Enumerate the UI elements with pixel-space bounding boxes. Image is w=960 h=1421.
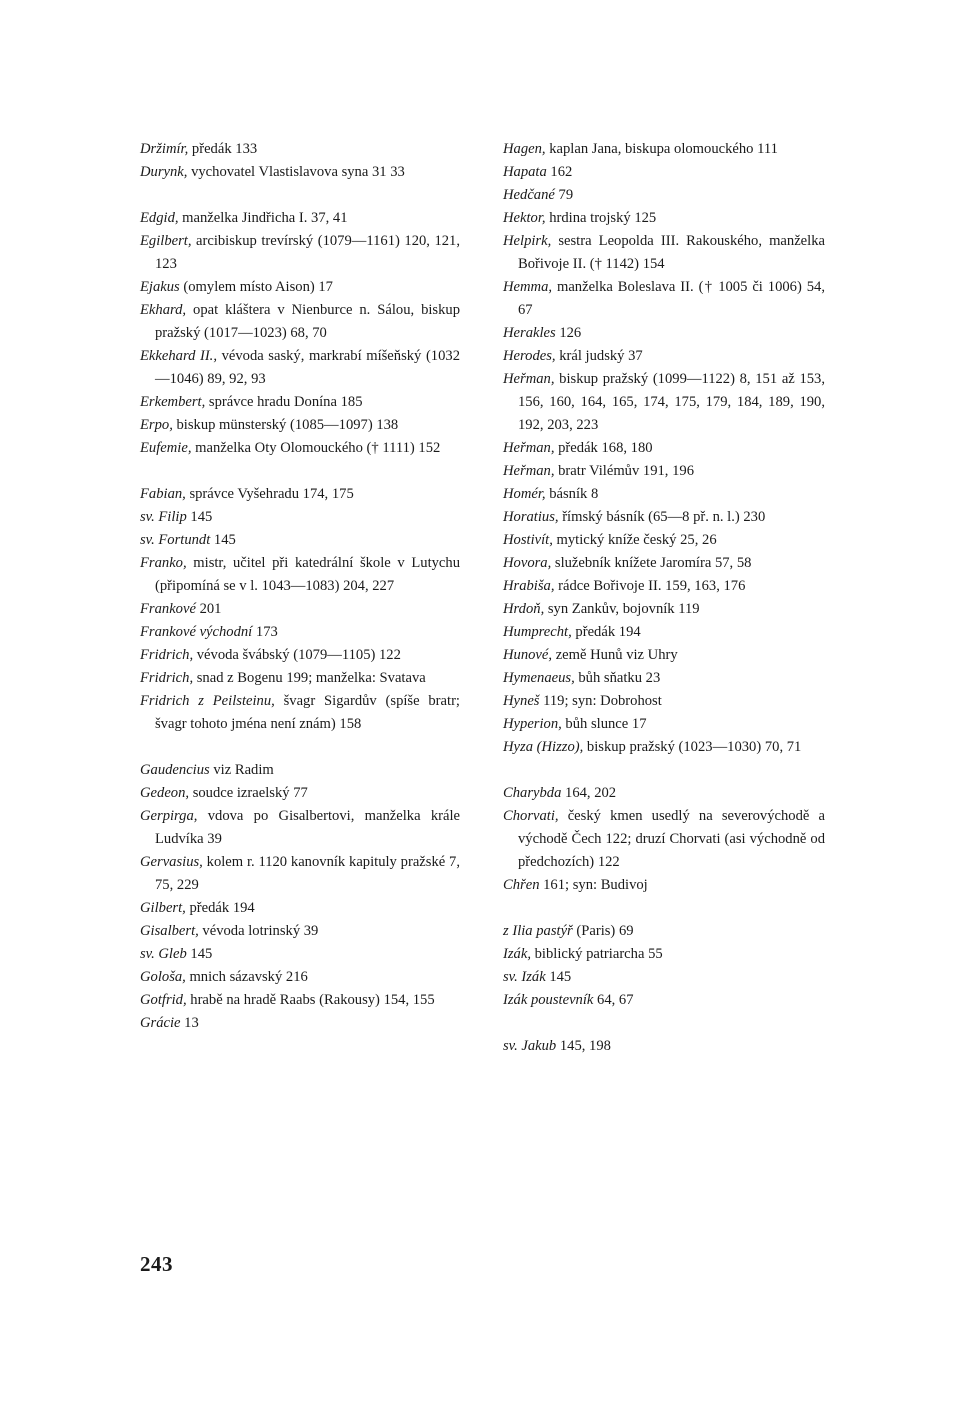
entry-headword: Gilbert, [140,900,186,916]
index-entry [503,920,825,943]
entry-headword: Heřman, [503,440,555,456]
entry-text: vévoda saský, markrabí míšeňský (1032—1046) 89, 92, 93 [155,348,460,387]
entry-text: 126 [555,325,582,341]
entry-text: mytický kníže český 25, 26 [552,532,717,548]
index-entry [503,966,825,989]
index-entry [140,230,460,276]
entry-headword: Hovora, [503,555,552,571]
entry-text: 79 [554,187,574,203]
index-entry [503,345,825,368]
entry-headword: Hyperion, [503,716,562,732]
entry-headword: Frankové východní [140,624,253,640]
entry-text: snad z Bogenu 199; manželka: Svatava [193,670,426,686]
entry-headword: Fridrich, [140,670,194,686]
index-entry [503,207,825,230]
entry-headword: Hektor, [503,210,546,226]
entry-text: arcibiskup trevírský (1079—1161) 120, 121, 123 [155,233,460,272]
entry-headword: Hrabiša, [503,578,555,594]
entry-text: předák 194 [185,900,255,916]
entry-headword: Ekhard, [140,302,187,318]
entry-headword: Gološa, [140,969,186,985]
entry-text: 145 [545,969,572,985]
entry-text: země Hunů viz Uhry [552,647,678,663]
index-entry [140,851,460,897]
entry-headword: Gisalbert, [140,923,199,939]
entry-headword: Gedeon, [140,785,190,801]
entry-headword: Egilbert, [140,233,192,249]
index-entry [140,391,460,414]
index-entry [140,414,460,437]
entry-text: 13 [180,1015,199,1031]
entry-text: vychovatel Vlastislavova syna 31 33 [187,164,405,180]
index-entry [503,230,825,276]
entry-headword: Helpirk, [503,233,552,249]
entry-text: manželka Boleslava II. († 1005 či 1006) 54, 67 [518,279,825,318]
entry-text: biblický patriarcha 55 [530,946,663,962]
index-entry [503,575,825,598]
entry-text: předák 133 [188,141,258,157]
entry-text: opat kláštera v Nienburce n. Sálou, biskup pražský (1017—1023) 68, 70 [155,302,460,341]
index-entry [503,529,825,552]
entry-headword: Fridrich, [140,647,194,663]
index-column-left [140,138,460,1035]
index-entry [503,276,825,322]
section-gap [140,184,460,207]
entry-headword: Hrdoň, [503,601,545,617]
entry-headword: Izák, [503,946,531,962]
entry-headword: Heřman, [503,463,555,479]
entry-headword: Gerpirga, [140,808,198,824]
entry-headword: Hyneš [503,693,540,709]
index-entry [140,483,460,506]
index-entry [140,667,460,690]
entry-headword: Gotfrid, [140,992,187,1008]
entry-headword: Fridrich z Peilsteinu, [140,693,275,709]
entry-headword: Erkembert, [140,394,206,410]
index-entry [140,690,460,736]
entry-headword: Humprecht, [503,624,572,640]
entry-headword: Ekkehard II., [140,348,217,364]
entry-text: biskup pražský (1099—1122) 8, 151 až 153, 156, 160, 164, 165, 174, 175, 179, 184, 189, 190, 192, 203, 223 [518,371,825,433]
entry-headword: Frankové [140,601,196,617]
entry-headword: sv. Fortundt [140,532,211,548]
entry-text: sestra Leopolda III. Rakouského, manželka Bořivoje II. († 1142) 154 [518,233,825,272]
entry-text: bůh slunce 17 [561,716,647,732]
entry-text: římský básník (65—8 př. n. l.) 230 [558,509,766,525]
section-gap [503,1012,825,1035]
index-entry [503,874,825,897]
entry-text: mistr, učitel při katedrální škole v Lutychu (připomíná se v l. 1043—1083) 204, 227 [155,555,460,594]
entry-text: rádce Bořivoje II. 159, 163, 176 [554,578,746,594]
entry-headword: Hemma, [503,279,553,295]
entry-text: služebník knížete Jaromíra 57, 58 [551,555,752,571]
entry-text: 145 [210,532,236,548]
entry-text: básník 8 [545,486,599,502]
entry-headword: Hapata [503,164,547,180]
index-entry [503,690,825,713]
index-entry [140,207,460,230]
entry-text: bůh sňatku 23 [574,670,661,686]
entry-headword: Horatius, [503,509,559,525]
entry-text: hrabě na hradě Raabs (Rakousy) 154, 155 [186,992,435,1008]
index-entry [140,345,460,391]
index-entry [140,598,460,621]
index-entry [503,598,825,621]
index-entry [503,1035,825,1058]
index-entry [503,805,825,874]
index-entry [503,782,825,805]
entry-headword: Hunové, [503,647,553,663]
entry-text: syn Zankův, bojovník 119 [544,601,700,617]
entry-headword: Erpo, [140,417,173,433]
entry-headword: Edgid, [140,210,179,226]
section-gap [140,460,460,483]
entry-headword: sv. Izák [503,969,546,985]
entry-headword: Držimír, [140,141,189,157]
index-entry [140,943,460,966]
entry-headword: Homér, [503,486,546,502]
entry-text: soudce izraelský 77 [189,785,308,801]
section-gap [503,759,825,782]
entry-headword: Heřman, [503,371,555,387]
index-entry [503,322,825,345]
entry-text: 64, 67 [593,992,634,1008]
index-entry [503,736,825,759]
entry-text: manželka Oty Olomouckého († 1111) 152 [191,440,441,456]
section-gap [503,897,825,920]
entry-headword: sv. Filip [140,509,187,525]
index-entry [503,667,825,690]
entry-headword: Hedčané [503,187,555,203]
entry-text: správce hradu Donína 185 [205,394,363,410]
entry-headword: Herakles [503,325,556,341]
entry-text: manželka Jindřicha I. 37, 41 [178,210,348,226]
index-entry [140,506,460,529]
entry-headword: Izák poustevník [503,992,594,1008]
entry-headword: Hymenaeus, [503,670,575,686]
index-entry [140,782,460,805]
index-entry [140,966,460,989]
entry-headword: Chorvati, [503,808,559,824]
index-entry [503,184,825,207]
index-entry [503,644,825,667]
entry-text: biskup pražský (1023—1030) 70, 71 [583,739,802,755]
entry-text: mnich sázavský 216 [185,969,308,985]
entry-text: hrdina trojský 125 [545,210,657,226]
entry-headword: Gervasius, [140,854,203,870]
page-number: 243 [140,1252,173,1276]
entry-headword: z Ilia pastýř [503,923,573,939]
entry-headword: Hostivít, [503,532,553,548]
index-entry [503,943,825,966]
entry-text: vévoda lotrinský 39 [198,923,319,939]
index-entry [503,621,825,644]
index-entry [503,138,825,161]
entry-headword: Ejakus [140,279,180,295]
index-entry [140,920,460,943]
index-entry [140,759,460,782]
entry-text: kolem r. 1120 kanovník kapituly pražské 7, 75, 229 [155,854,460,893]
entry-text: 161; syn: Budivoj [539,877,648,893]
entry-text: král judský 37 [555,348,643,364]
index-entry [140,299,460,345]
index-entry [140,989,460,1012]
entry-headword: Grácie [140,1015,181,1031]
entry-headword: Gaudencius [140,762,210,778]
entry-text: 119; syn: Dobrohost [539,693,662,709]
entry-text: 145, 198 [556,1038,611,1054]
entry-headword: Charybda [503,785,562,801]
index-column-right [503,138,825,1058]
entry-headword: Franko, [140,555,187,571]
entry-text: předák 194 [571,624,641,640]
entry-headword: Hagen, [503,141,546,157]
index-entry [140,138,460,161]
entry-headword: Durynk, [140,164,188,180]
index-entry [140,161,460,184]
index-entry [140,897,460,920]
index-entry [503,713,825,736]
index-entry [140,644,460,667]
index-entry [503,506,825,529]
entry-text: 201 [195,601,222,617]
entry-text: správce Vyšehradu 174, 175 [185,486,354,502]
entry-headword: Fabian, [140,486,186,502]
entry-headword: Eufemie, [140,440,192,456]
entry-text: 145 [186,509,213,525]
entry-headword: Herodes, [503,348,556,364]
entry-text: 164, 202 [561,785,617,801]
index-entry [503,368,825,437]
entry-headword: sv. Gleb [140,946,187,962]
index-entry [503,552,825,575]
index-entry [140,552,460,598]
entry-text: vdova po Gisalbertovi, manželka krále Ludvíka 39 [155,808,460,847]
index-entry [140,437,460,460]
index-entry [140,621,460,644]
entry-headword: sv. Jakub [503,1038,557,1054]
entry-headword: Hyza (Hizzo), [503,739,584,755]
index-entry [503,437,825,460]
index-entry [140,1012,460,1035]
entry-headword: Chřen [503,877,540,893]
entry-text: kaplan Jana, biskupa olomouckého 111 [545,141,778,157]
entry-text: bratr Vilémův 191, 196 [554,463,694,479]
entry-text: švagr Sigardův (spíše bratr; švagr tohoto jména není znám) 158 [155,693,460,732]
entry-text: vévoda švábský (1079—1105) 122 [193,647,401,663]
entry-text: viz Radim [209,762,274,778]
entry-text: (Paris) 69 [572,923,634,939]
entry-text: biskup münsterský (1085—1097) 138 [172,417,399,433]
entry-text: český kmen usedlý na severovýchodě a východě Čech 122; druzí Chorvati (asi východně od předchozích) 122 [518,808,825,870]
index-entry [503,460,825,483]
entry-text: 145 [186,946,213,962]
index-entry [503,483,825,506]
entry-text: předák 168, 180 [554,440,653,456]
section-gap [140,736,460,759]
index-entry [140,529,460,552]
index-entry [503,161,825,184]
entry-text: (omylem místo Aison) 17 [179,279,333,295]
entry-text: 162 [546,164,573,180]
index-entry [140,276,460,299]
entry-text: 173 [252,624,278,640]
index-entry [140,805,460,851]
index-entry [503,989,825,1012]
